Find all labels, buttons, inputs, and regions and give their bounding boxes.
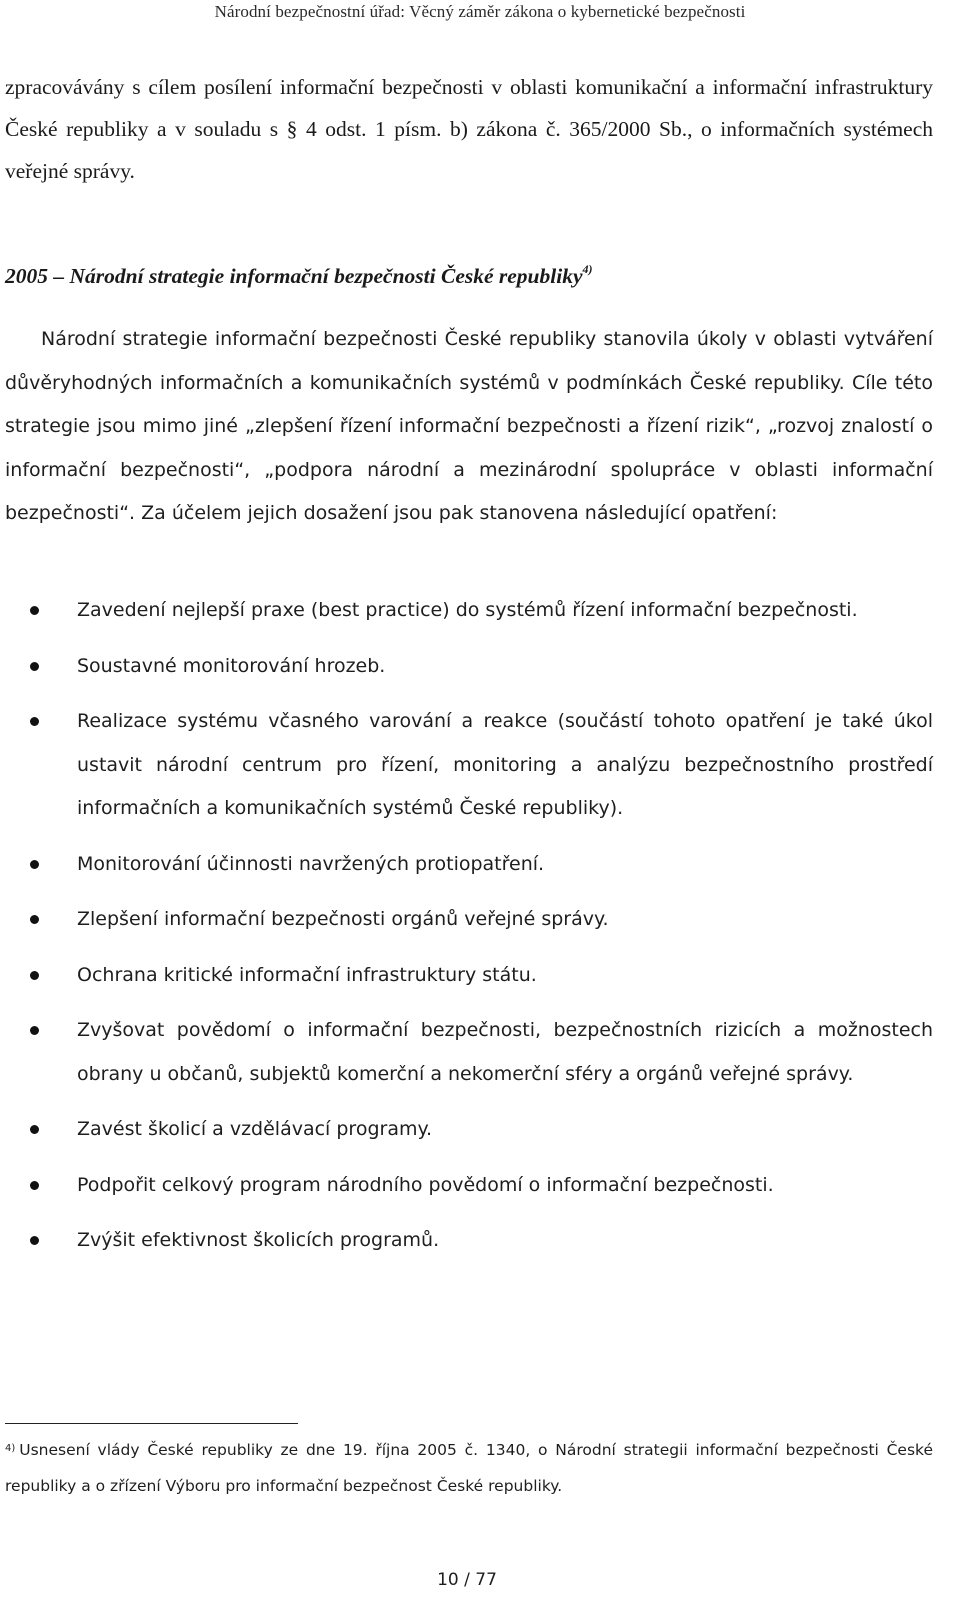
section-heading-text: 2005 – Národní strategie informační bezpečnosti České republiky — [5, 264, 583, 288]
running-header: Národní bezpečnostní úřad: Věcný záměr zákona o kybernetické bezpečnosti — [214, 2, 746, 21]
list-item-text: Ochrana kritické informační infrastruktury státu. — [77, 963, 537, 986]
bullet-icon — [30, 1181, 39, 1190]
list-item-text: Zvyšovat povědomí o informační bezpečnosti, bezpečnostních rizicích a možnostech obrany u občanů, subjektů komerční a nekomerční sféry a orgánů veřejné správy. — [77, 1019, 933, 1085]
measures-list — [0, 589, 933, 1275]
footnote-divider — [5, 1423, 298, 1424]
bullet-icon — [30, 1026, 39, 1035]
list-item-text: Zlepšení informační bezpečnosti orgánů veřejné správy. — [77, 908, 609, 930]
list-item-text: Realizace systému včasného varování a reakce (součástí tohoto opatření je také úkol ustavit národní centrum pro řízení, monitoring a analýzu bezpečnostního prostředí informačních a komunikačních systémů České republiky). — [77, 710, 933, 819]
list-item-text: Zavedení nejlepší praxe (best practice) do systémů řízení informační bezpečnosti. — [77, 599, 858, 621]
list-item-text: Podpořit celkový program národního povědomí o informační bezpečnosti. — [77, 1173, 774, 1196]
list-item-text: Monitorování účinnosti navržených protiopatření. — [77, 852, 545, 875]
list-item — [0, 1164, 933, 1208]
list-item — [0, 898, 933, 942]
bullet-icon — [30, 606, 39, 615]
bullet-icon — [30, 860, 39, 869]
page-number: 10 / 77 — [437, 1570, 497, 1590]
intro-paragraph: zpracovávány s cílem posílení informační bezpečnosti v oblasti komunikační a informační infrastruktury České republiky a v souladu s § 4 odst. 1 písm. b) zákona č. 365/2000 Sb., o informačních systémech veřejné správy. — [5, 75, 933, 183]
list-item-text: Zavést školicí a vzdělávací programy. — [77, 1118, 433, 1140]
list-item — [0, 589, 933, 633]
list-item — [0, 700, 933, 831]
bullet-icon — [30, 1125, 39, 1134]
list-item — [0, 954, 933, 998]
bullet-icon — [30, 915, 39, 924]
list-item-text: Zvýšit efektivnost školicích programů. — [77, 1229, 440, 1251]
list-item — [0, 843, 933, 887]
bullet-icon — [30, 971, 39, 980]
list-item — [0, 1009, 933, 1096]
footnote-text: Usnesení vlády České republiky ze dne 19. října 2005 č. 1340, o Národní strategii informační bezpečnosti České republiky a o zřízení Výboru pro informační bezpečnost České republiky. — [5, 1441, 933, 1495]
bullet-icon — [30, 662, 39, 671]
section-heading — [5, 264, 933, 289]
list-item-text: Soustavné monitorování hrozeb. — [77, 654, 386, 677]
strategy-paragraph: Národní strategie informační bezpečnosti České republiky stanovila úkoly v oblasti vytváření důvěryhodných informačních a komunikačních systémů v podmínkách České republiky. Cíle této strategie jsou mimo jiné „zlepšení řízení informační bezpečnosti a řízení rizik“, „rozvoj znalostí o informační bezpečnosti“, „podpora národní a mezinárodní spolupráce v oblasti informační bezpečnosti“. Za účelem jejich dosažení jsou pak stanovena následující opatření: — [5, 328, 933, 524]
list-item — [0, 1108, 933, 1152]
footnote-marker: 4) — [5, 1443, 16, 1454]
list-item — [0, 1219, 933, 1263]
footnote — [5, 1432, 933, 1504]
bullet-icon — [30, 1236, 39, 1245]
footnote-reference[interactable]: 4) — [582, 262, 593, 276]
list-item — [0, 645, 933, 689]
bullet-icon — [30, 717, 39, 726]
